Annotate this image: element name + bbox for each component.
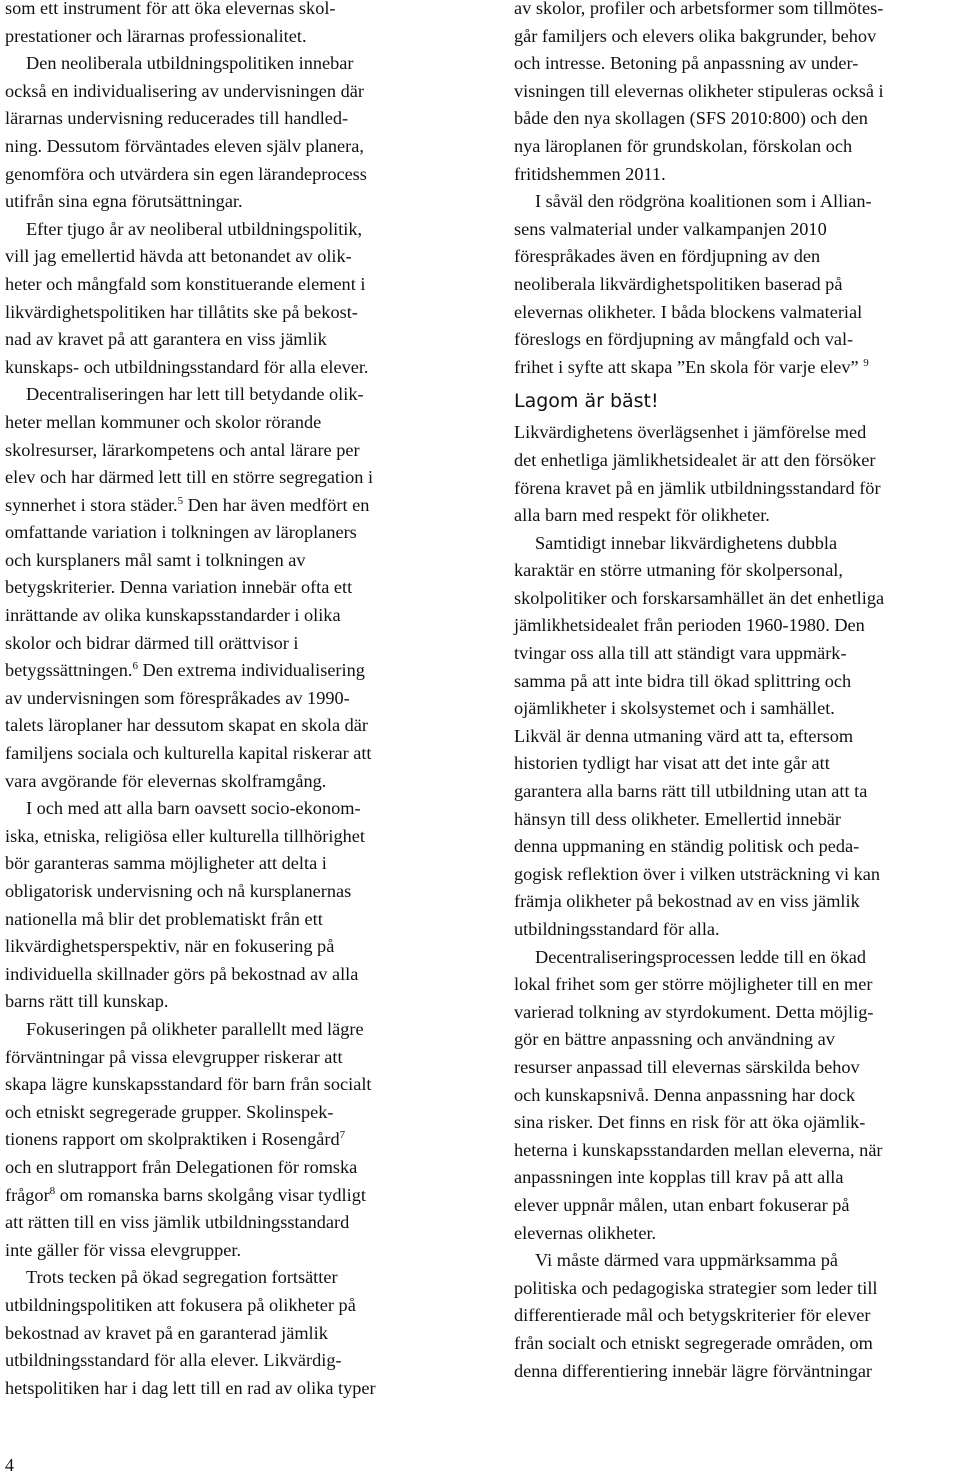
text-line bbox=[5, 657, 445, 685]
text-line bbox=[5, 878, 445, 906]
text-line bbox=[5, 1044, 445, 1072]
text-line bbox=[514, 557, 956, 585]
line-text: varierad tolkning av styrdokument. Detta möjlig- bbox=[514, 1001, 874, 1022]
text-line bbox=[514, 475, 956, 503]
line-text: av skolor, profiler och arbetsformer som tillmötes- bbox=[514, 0, 884, 18]
text-line bbox=[514, 750, 956, 778]
text-line bbox=[514, 668, 956, 696]
line-text: från socialt och etniskt segregerade områden, om bbox=[514, 1332, 873, 1353]
text-line bbox=[5, 740, 445, 768]
line-text: I och med att alla barn oavsett socio-ekonom- bbox=[26, 798, 361, 819]
line-text: vara avgörande för elevernas skolframgång. bbox=[5, 770, 327, 791]
line-text: denna uppmaning en ständig politisk och peda- bbox=[514, 836, 860, 857]
text-line bbox=[514, 1137, 956, 1165]
line-text: likvärdighetspolitiken har tillåtits ske på bekost- bbox=[5, 301, 358, 322]
text-line bbox=[5, 1016, 445, 1044]
line-text: Trots tecken på ökad segregation fortsätter bbox=[26, 1267, 338, 1288]
text-line bbox=[5, 161, 445, 189]
line-text: barns rätt till kunskap. bbox=[5, 991, 169, 1012]
line-text: Vi måste därmed vara uppmärksamma på bbox=[535, 1250, 838, 1271]
line-text: gör en bättre anpassning och användning av bbox=[514, 1029, 835, 1050]
text-line bbox=[514, 1026, 956, 1054]
line-text: denna differentiering innebär lägre förväntningar bbox=[514, 1360, 873, 1381]
line-text: går familjers och elevers olika bakgrunder, behov bbox=[514, 25, 877, 46]
line-text: Efter tjugo år av neoliberal utbildningspolitik, bbox=[26, 218, 363, 239]
line-text: Fokuseringen på olikheter parallellt med lägre bbox=[26, 1018, 364, 1039]
line-text: nationella må blir det problematiskt från ett bbox=[5, 908, 323, 929]
line-text: individuella skillnader görs på bekostnad av alla bbox=[5, 963, 359, 984]
text-line bbox=[514, 188, 956, 216]
line-text: heter och mångfald som konstituerande element i bbox=[5, 273, 366, 294]
text-line bbox=[514, 806, 956, 834]
footnote-marker: 6 bbox=[132, 660, 138, 673]
line-text: betygssättningen. bbox=[5, 660, 133, 681]
text-line bbox=[5, 0, 445, 23]
text-line bbox=[514, 1109, 956, 1137]
line-text: kunskaps- och utbildningsstandard för alla elever. bbox=[5, 356, 369, 377]
line-text: det enhetliga jämlikhetsidealet är att den försöker bbox=[514, 449, 876, 470]
line-text: iska, etniska, religiösa eller kulturella tillhörighet bbox=[5, 825, 365, 846]
text-line bbox=[514, 1164, 956, 1192]
line-text: förena kravet på en jämlik utbildningsstandard för bbox=[514, 477, 881, 498]
line-text: vill jag emellertid hävda att betonandet av olik- bbox=[5, 246, 352, 267]
line-text: anpassningen inte kopplas till krav på att alla bbox=[514, 1167, 844, 1188]
text-line bbox=[514, 861, 956, 889]
text-line bbox=[5, 50, 445, 78]
line-text: utbildningspolitiken att fokusera på olikheter på bbox=[5, 1294, 356, 1315]
text-line bbox=[5, 216, 445, 244]
line-text: heterna i kunskapsstandarden mellan eleverna, när bbox=[514, 1139, 883, 1160]
line-text: resurser anpassad till elevernas särskilda behov bbox=[514, 1056, 860, 1077]
line-text: elevernas olikheter. bbox=[514, 1222, 657, 1243]
text-line bbox=[5, 961, 445, 989]
footnote-marker: 7 bbox=[339, 1129, 346, 1142]
line-text: inrättande av olika kunskapsstandarder i olika bbox=[5, 605, 341, 626]
text-line bbox=[514, 1082, 956, 1110]
line-text: jämlikhetsidealet från perioden 1960-1980. Den bbox=[514, 615, 865, 636]
text-line bbox=[514, 888, 956, 916]
text-line bbox=[514, 1358, 956, 1386]
line-text: utbildningsstandard för alla elever. Likvärdig- bbox=[5, 1350, 342, 1371]
line-text: Likvärdighetens överlägsenhet i jämförelse med bbox=[514, 422, 867, 443]
line-text: karaktär en större utmaning för skolpersonal, bbox=[514, 560, 843, 581]
text-line bbox=[5, 188, 445, 216]
line-text: nya läroplanen för grundskolan, förskolan och bbox=[514, 135, 853, 156]
text-line bbox=[5, 1264, 445, 1292]
text-line bbox=[5, 685, 445, 713]
text-line bbox=[5, 795, 445, 823]
line-text-continued: Den extrema individualisering bbox=[137, 660, 365, 681]
line-text: fritidshemmen 2011. bbox=[514, 163, 666, 184]
line-text: elever uppnår målen, utan enbart fokuserar på bbox=[514, 1194, 850, 1215]
line-text: skolresurser, lärarkompetens och antal lärare per bbox=[5, 439, 360, 460]
line-text: och intresse. Betoning på anpassning av under- bbox=[514, 53, 859, 74]
line-text: Decentraliseringen har lett till betydande olik- bbox=[26, 384, 364, 405]
line-text: tvingar oss alla till att ständigt vara uppmärk- bbox=[514, 643, 847, 664]
line-text: I såväl den rödgröna koalitionen som i Allian- bbox=[535, 191, 872, 212]
line-text: betygskriterier. Denna variation innebär ofta ett bbox=[5, 577, 353, 598]
text-line bbox=[5, 547, 445, 575]
text-line bbox=[5, 933, 445, 961]
text-line bbox=[514, 999, 956, 1027]
text-line bbox=[514, 944, 956, 972]
text-line bbox=[5, 850, 445, 878]
line-text: genomföra och utvärdera sin egen lärandeprocess bbox=[5, 163, 367, 184]
text-line bbox=[514, 50, 956, 78]
line-text: nad av kravet på att garantera en viss jämlik bbox=[5, 329, 327, 350]
line-text: och en slutrapport från Delegationen för romska bbox=[5, 1156, 358, 1177]
text-line bbox=[5, 1071, 445, 1099]
text-line bbox=[514, 23, 956, 51]
text-line bbox=[514, 161, 956, 189]
line-text: att rätten till en viss jämlik utbildningsstandard bbox=[5, 1212, 350, 1233]
text-line bbox=[514, 419, 956, 447]
line-text: hetspolitiken har i dag lett till en rad av olika typer bbox=[5, 1377, 376, 1398]
line-text: lokal frihet som ger större möjligheter till en mer bbox=[514, 974, 873, 995]
line-text: garantera alla barns rätt till utbildning utan att ta bbox=[514, 781, 868, 802]
line-text: likvärdighetsperspektiv, när en fokusering på bbox=[5, 936, 335, 957]
line-text: förväntningar på vissa elevgrupper riskerar att bbox=[5, 1046, 343, 1067]
text-line bbox=[514, 612, 956, 640]
text-line bbox=[514, 585, 956, 613]
text-line bbox=[5, 299, 445, 327]
line-text-continued: Den har även medfört en bbox=[183, 494, 370, 515]
text-line bbox=[514, 502, 956, 530]
line-text: visningen till elevernas olikheter stipuleras också i bbox=[514, 80, 884, 101]
text-line bbox=[514, 216, 956, 244]
line-text: sens valmaterial under valkampanjen 2010 bbox=[514, 218, 827, 239]
text-line bbox=[514, 640, 956, 668]
text-line bbox=[5, 1154, 445, 1182]
text-line bbox=[5, 381, 445, 409]
footnote-marker: 8 bbox=[49, 1184, 56, 1197]
text-line bbox=[5, 630, 445, 658]
text-line bbox=[5, 823, 445, 851]
text-line bbox=[5, 464, 445, 492]
text-line bbox=[5, 574, 445, 602]
line-text: gogisk reflektion över i vilken utsträckning vi kan bbox=[514, 863, 881, 884]
text-line bbox=[514, 1220, 956, 1248]
line-text: som ett instrument för att öka elevernas skol- bbox=[5, 0, 336, 18]
line-text: neoliberala likvärdighetspolitiken baserad på bbox=[514, 273, 843, 294]
line-text: skolpolitiker och forskarsamhället än det enhetliga bbox=[514, 587, 885, 608]
line-text-continued: om romanska barns skolgång visar tydligt bbox=[55, 1184, 366, 1205]
line-text: differentierade mål och betygskriterier för elever bbox=[514, 1305, 871, 1326]
line-text: samma på att inte bidra till ökad splittring och bbox=[514, 670, 852, 691]
line-text: skapa lägre kunskapsstandard för barn från socialt bbox=[5, 1074, 372, 1095]
text-line bbox=[5, 354, 445, 382]
line-text: utbildningsstandard för alla. bbox=[514, 919, 720, 939]
text-line bbox=[514, 243, 956, 271]
line-text: ojämlikheter i skolsystemet och i samhället. bbox=[514, 698, 835, 719]
text-line bbox=[5, 492, 445, 520]
text-line bbox=[514, 916, 956, 944]
line-text: alla barn med respekt för olikheter. bbox=[514, 505, 770, 526]
line-text: synnerhet i stora städer. bbox=[5, 494, 178, 515]
line-text: familjens sociala och kulturella kapital riskerar att bbox=[5, 743, 372, 764]
text-line bbox=[5, 243, 445, 271]
text-line bbox=[5, 1347, 445, 1375]
line-text: Den neoliberala utbildningspolitiken innebar bbox=[26, 53, 354, 74]
text-line bbox=[5, 1292, 445, 1320]
text-line bbox=[5, 1320, 445, 1348]
right-column-bottom-text bbox=[514, 419, 956, 1385]
text-line bbox=[514, 105, 956, 133]
text-line bbox=[514, 1247, 956, 1275]
text-line bbox=[5, 988, 445, 1016]
line-text: politiska och pedagogiska strategier som leder till bbox=[514, 1277, 878, 1298]
line-text: talets läroplaner har dessutom skapat en skola där bbox=[5, 715, 368, 736]
line-text: och kursplaners mål samt i tolkningen av bbox=[5, 549, 306, 570]
text-line bbox=[514, 78, 956, 106]
text-line bbox=[514, 271, 956, 299]
footnote-marker: 9 bbox=[863, 356, 869, 369]
line-text: tionens rapport om skolpraktiken i Rosengård bbox=[5, 1129, 340, 1150]
line-text: elevernas olikheter. I båda blockens valmaterial bbox=[514, 301, 863, 322]
text-line bbox=[5, 1237, 445, 1265]
line-text: både den nya skollagen (SFS 2010:800) och den bbox=[514, 108, 868, 129]
line-text: hänsyn till dess olikheter. Emellertid innebär bbox=[514, 808, 841, 829]
text-line bbox=[5, 23, 445, 51]
text-line bbox=[514, 1054, 956, 1082]
text-line bbox=[514, 971, 956, 999]
line-text: omfattande variation i tolkningen av läroplaners bbox=[5, 522, 357, 543]
line-text: obligatorisk undervisning och nå kursplanernas bbox=[5, 881, 352, 901]
line-text: av undervisningen som förespråkades av 1990- bbox=[5, 687, 350, 708]
line-text: prestationer och lärarnas professionalitet. bbox=[5, 25, 307, 46]
line-text: lärarnas undervisning reducerades till handled- bbox=[5, 108, 349, 129]
left-column bbox=[5, 0, 445, 1402]
text-line bbox=[5, 271, 445, 299]
text-line bbox=[5, 1099, 445, 1127]
text-line bbox=[514, 833, 956, 861]
line-text: ning. Dessutom förväntades eleven själv planera, bbox=[5, 135, 364, 156]
text-line bbox=[5, 906, 445, 934]
text-line bbox=[514, 447, 956, 475]
line-text: också en individualisering av undervisningen där bbox=[5, 80, 364, 101]
line-text: inte gäller för vissa elevgrupper. bbox=[5, 1239, 242, 1260]
text-line bbox=[514, 1192, 956, 1220]
section-heading: Lagom är bäst! bbox=[514, 390, 659, 413]
text-line bbox=[5, 1182, 445, 1210]
text-line bbox=[5, 133, 445, 161]
line-text: och kunskapsnivå. Denna anpassning har dock bbox=[514, 1084, 856, 1105]
line-text: historien tydligt har visat att det inte går att bbox=[514, 753, 830, 774]
line-text: föreslogs en fördjupning av mångfald och val- bbox=[514, 329, 854, 350]
text-line bbox=[5, 78, 445, 106]
line-text: främja olikheter på bekostnad av en viss jämlik bbox=[514, 891, 860, 912]
line-text: Decentraliseringsprocessen ledde till en ökad bbox=[535, 946, 866, 967]
text-line bbox=[514, 723, 956, 751]
footnote-marker: 5 bbox=[177, 494, 184, 507]
text-line bbox=[5, 105, 445, 133]
text-line bbox=[514, 530, 956, 558]
line-text: Likväl är denna utmaning värd att ta, eftersom bbox=[514, 725, 854, 746]
text-line bbox=[514, 1302, 956, 1330]
text-line bbox=[514, 299, 956, 327]
text-line bbox=[514, 354, 956, 382]
line-text: och etniskt segregerade grupper. Skolinspek- bbox=[5, 1101, 334, 1122]
line-text: heter mellan kommuner och skolor rörande bbox=[5, 411, 322, 432]
line-text: sina risker. Det finns en risk för att öka ojämlik- bbox=[514, 1112, 866, 1133]
text-line bbox=[514, 0, 956, 23]
line-text: bekostnad av kravet på en garanterad jämlik bbox=[5, 1322, 328, 1343]
text-line bbox=[5, 768, 445, 796]
page-number: 4 bbox=[5, 1455, 14, 1475]
text-line bbox=[514, 1275, 956, 1303]
text-line bbox=[5, 437, 445, 465]
text-line bbox=[5, 1375, 445, 1403]
text-line bbox=[514, 778, 956, 806]
line-text: utifrån sina egna förutsättningar. bbox=[5, 191, 243, 212]
text-line bbox=[514, 1330, 956, 1358]
line-text: elev och har därmed lett till en större segregation i bbox=[5, 467, 374, 488]
line-text: frihet i syfte att skapa ”En skola för varje elev” bbox=[514, 356, 864, 377]
text-line bbox=[5, 602, 445, 630]
line-text: skolor och bidrar därmed till orättvisor i bbox=[5, 632, 299, 653]
text-line bbox=[5, 1209, 445, 1237]
line-text: bör garanteras samma möjligheter att delta i bbox=[5, 853, 327, 874]
text-line bbox=[514, 695, 956, 723]
line-text: Samtidigt innebar likvärdighetens dubbla bbox=[535, 532, 838, 553]
text-line bbox=[514, 133, 956, 161]
right-column-top-text bbox=[514, 0, 956, 381]
text-line bbox=[5, 409, 445, 437]
line-text: frågor bbox=[5, 1184, 50, 1205]
text-line bbox=[5, 519, 445, 547]
text-line bbox=[5, 712, 445, 740]
line-text: förespråkades även en fördjupning av den bbox=[514, 246, 821, 267]
text-line bbox=[5, 1126, 445, 1154]
text-line bbox=[5, 326, 445, 354]
right-column bbox=[514, 0, 956, 1385]
text-line bbox=[514, 326, 956, 354]
